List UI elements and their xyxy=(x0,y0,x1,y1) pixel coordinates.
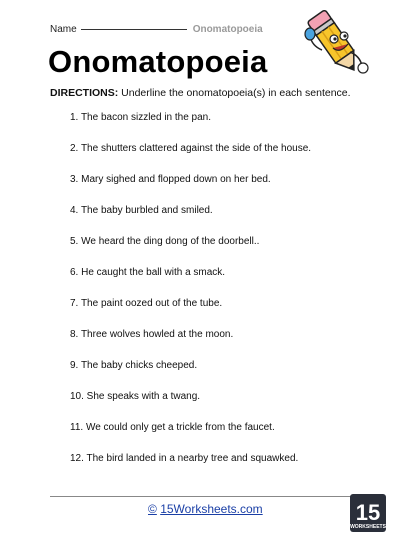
header-line xyxy=(50,24,263,35)
directions-label: DIRECTIONS: xyxy=(50,87,119,99)
list-item: 8. Three wolves howled at the moon. xyxy=(70,329,234,340)
list-item: 2. The shutters clattered against the side of the house. xyxy=(70,143,312,154)
pencil-mascot-icon xyxy=(304,6,372,78)
list-item: 9. The baby chicks cheeped. xyxy=(70,360,198,371)
list-item: 7. The paint oozed out of the tube. xyxy=(70,298,223,309)
list-item: 1. The bacon sizzled in the pan. xyxy=(70,112,212,123)
15worksheets-logo xyxy=(350,494,386,532)
logo-word: WORKSHEETS xyxy=(350,524,386,530)
footer-divider xyxy=(50,496,376,497)
list-item: 12. The bird landed in a nearby tree and squawked. xyxy=(70,453,299,464)
directions-text: Underline the onomatopoeia(s) in each sentence. xyxy=(121,87,351,99)
logo-number: 15 xyxy=(355,500,381,525)
list-item: 10. She speaks with a twang. xyxy=(70,391,201,402)
footer-link[interactable] xyxy=(148,502,263,516)
name-label: Name xyxy=(50,24,77,35)
list-item: 11. We could only get a trickle from the faucet. xyxy=(70,422,275,433)
list-item: 6. He caught the ball with a smack. xyxy=(70,267,226,278)
directions xyxy=(50,87,351,99)
copyright-symbol: © xyxy=(148,502,157,516)
list-item: 4. The baby burbled and smiled. xyxy=(70,205,213,216)
sentence-list xyxy=(70,112,311,484)
header-subject: Onomatopoeia xyxy=(192,24,263,35)
site-link[interactable]: 15Worksheets.com xyxy=(160,502,263,516)
list-item: 3. Mary sighed and flopped down on her bed. xyxy=(70,174,271,185)
name-blank-line xyxy=(81,29,187,30)
list-item: 5. We heard the ding dong of the doorbell.. xyxy=(70,236,260,247)
page-title: Onomatopoeia xyxy=(48,44,268,79)
